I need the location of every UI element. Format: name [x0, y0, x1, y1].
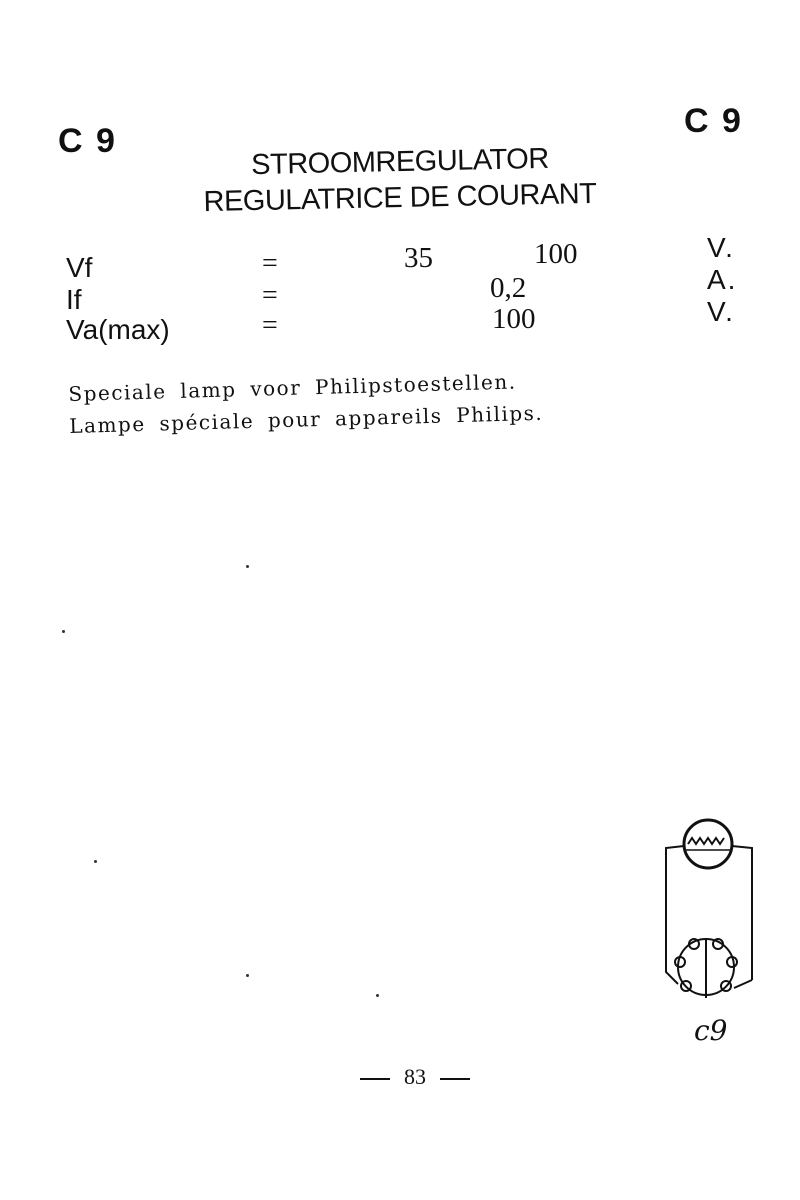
param-value: 100 — [492, 303, 536, 335]
parameter-table — [0, 0, 800, 400]
param-equals: = — [262, 280, 278, 311]
note-french: Lampe spéciale pour appareils Philips. — [69, 400, 544, 438]
param-unit: A. — [707, 264, 738, 295]
param-value: 0,2 — [490, 272, 527, 304]
title-french: REGULATRICE DE COURANT — [203, 177, 597, 219]
scan-speck — [246, 974, 249, 977]
tube-code-right: C 9 — [684, 102, 743, 140]
scan-speck — [62, 630, 65, 633]
param-equals: = — [262, 248, 278, 279]
param-name: Vf — [66, 252, 93, 283]
tube-base-diagram-icon — [656, 812, 766, 1012]
footer-dash-right — [440, 1078, 470, 1080]
note-dutch: Speciale lamp voor Philipstoestellen. — [68, 369, 517, 406]
param-unit: V. — [707, 232, 735, 263]
tube-code-left: C 9 — [58, 122, 117, 160]
param-unit: V. — [707, 296, 735, 327]
param-name: If — [66, 284, 82, 315]
scan-speck — [94, 860, 97, 863]
param-name: Va(max) — [66, 314, 170, 345]
title-dutch: STROOMREGULATOR — [250, 142, 550, 182]
footer-dash-left — [360, 1078, 390, 1080]
param-value: 35 — [404, 242, 433, 274]
notes-block — [68, 365, 544, 442]
param-value: 100 — [534, 238, 578, 270]
param-equals: = — [262, 310, 278, 341]
page-footer — [0, 1064, 800, 1090]
page-number: 83 — [404, 1064, 426, 1089]
diagram-label: c9 — [694, 1014, 728, 1047]
scan-speck — [376, 994, 379, 997]
scan-speck — [246, 565, 249, 568]
